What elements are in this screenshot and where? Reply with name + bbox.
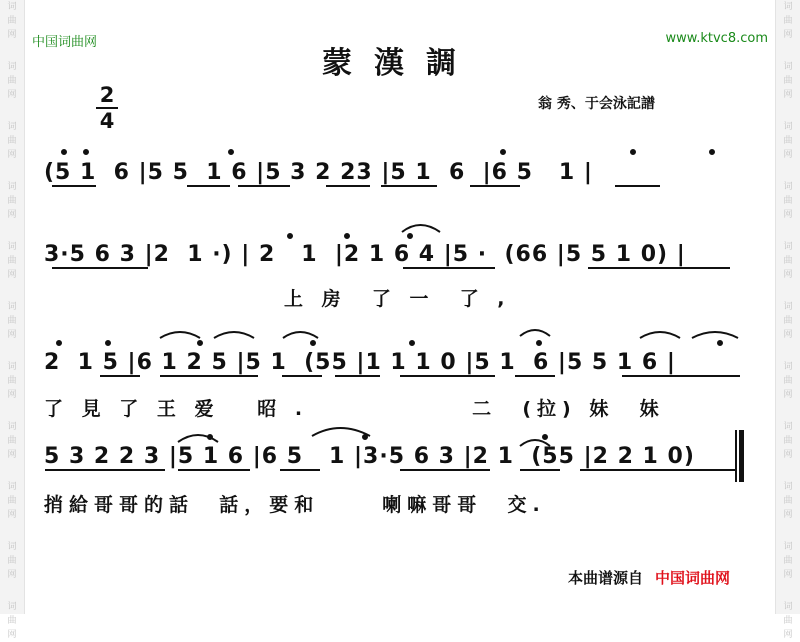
octave-dot [543, 435, 547, 439]
octave-dot [710, 150, 714, 154]
slur [692, 332, 738, 338]
watermark-glyph: 词 曲 网 [7, 482, 17, 520]
row-2-notes: 3·5 6 3 |2 1 ·) | 2 1 |2 1 6 4 |5 · (66 |5 5 1 0) | [44, 242, 686, 267]
time-signature-top: 2 [99, 83, 115, 107]
row-2-lyric: 上 房 了 一 了 , [284, 288, 511, 310]
octave-dot [229, 150, 233, 154]
octave-dot [631, 150, 635, 154]
slur [402, 225, 440, 232]
watermark-glyph: 词 曲 网 [7, 182, 17, 220]
source-credit [568, 567, 730, 588]
watermark-glyph: 词 曲 网 [783, 62, 793, 100]
octave-dot [501, 150, 505, 154]
watermark-glyph: 词 曲 网 [783, 602, 793, 640]
octave-dot [62, 150, 66, 154]
octave-dot [410, 341, 414, 345]
octave-dot [345, 234, 349, 238]
site-name-left[interactable]: 中国词曲网 [32, 35, 98, 50]
watermark-glyph: 词 曲 网 [783, 302, 793, 340]
octave-dot [718, 341, 722, 345]
octave-dot [57, 341, 61, 345]
watermark-glyph: 词 曲 网 [7, 302, 17, 340]
watermark-glyph: 词 曲 网 [7, 242, 17, 280]
site-url-right[interactable]: www.ktvc8.com [665, 31, 768, 46]
slur [640, 332, 680, 338]
octave-dot [311, 341, 315, 345]
row-3-lyric: 了 見 了 王 爱 昭 . 二 (拉) 妹 妹 [44, 398, 665, 420]
source-label: 本曲谱源自 [568, 569, 644, 587]
transcription-credit: 翁 秀、于会泳記譜 [538, 96, 655, 112]
watermark-glyph: 词 曲 网 [783, 362, 793, 400]
row-1-notes: (5 1 6 |5 5 1 6 |5 3 2 23 |5 1 6 |6 5 1 | [44, 160, 593, 185]
watermark-glyph: 词 曲 网 [7, 122, 17, 160]
slur [520, 330, 550, 336]
row-4-lyric: 捎給哥哥的話 話，要和 喇嘛哥哥 交. [44, 494, 546, 516]
watermark-glyph: 词 曲 网 [7, 362, 17, 400]
watermark-glyph: 词 曲 网 [783, 2, 793, 40]
row-4-notes: 5 3 2 2 3 |5 1 6 |6 5 1 |3·5 6 3 |2 1 (55 |2 2 1 0) [44, 444, 695, 469]
slur [312, 428, 370, 436]
watermark-glyph: 词 曲 网 [783, 122, 793, 160]
watermark-glyph: 词 曲 网 [783, 422, 793, 460]
row-3-notes: 2 1 5 |6 1 2 5 |5 1 (55 |1 1 1 0 |5 1 6 |5 5 1 6 | [44, 350, 676, 375]
octave-dot [198, 341, 202, 345]
octave-dot [288, 234, 292, 238]
slur [214, 332, 254, 338]
watermark-glyph: 词 曲 网 [783, 482, 793, 520]
watermark-glyph: 词 曲 网 [7, 2, 17, 40]
octave-dot [363, 435, 367, 439]
octave-dot [537, 341, 541, 345]
slur [520, 440, 550, 446]
watermark-glyph: 词 曲 网 [7, 62, 17, 100]
time-signature-bottom: 4 [99, 109, 115, 133]
slur [283, 332, 318, 338]
octave-dot [408, 234, 412, 238]
watermark-glyph: 词 曲 网 [783, 242, 793, 280]
source-brand-link[interactable]: 中国词曲网 [655, 569, 731, 587]
watermark-glyph: 词 曲 网 [7, 542, 17, 580]
octave-dot [106, 341, 110, 345]
octave-dot [84, 150, 88, 154]
watermark-glyph: 词 曲 网 [7, 602, 17, 640]
slur [160, 332, 200, 338]
watermark-glyph: 词 曲 网 [783, 182, 793, 220]
watermark-glyph: 词 曲 网 [783, 542, 793, 580]
song-title: 蒙漢調 [322, 46, 478, 81]
watermark-glyph: 词 曲 网 [7, 422, 17, 460]
